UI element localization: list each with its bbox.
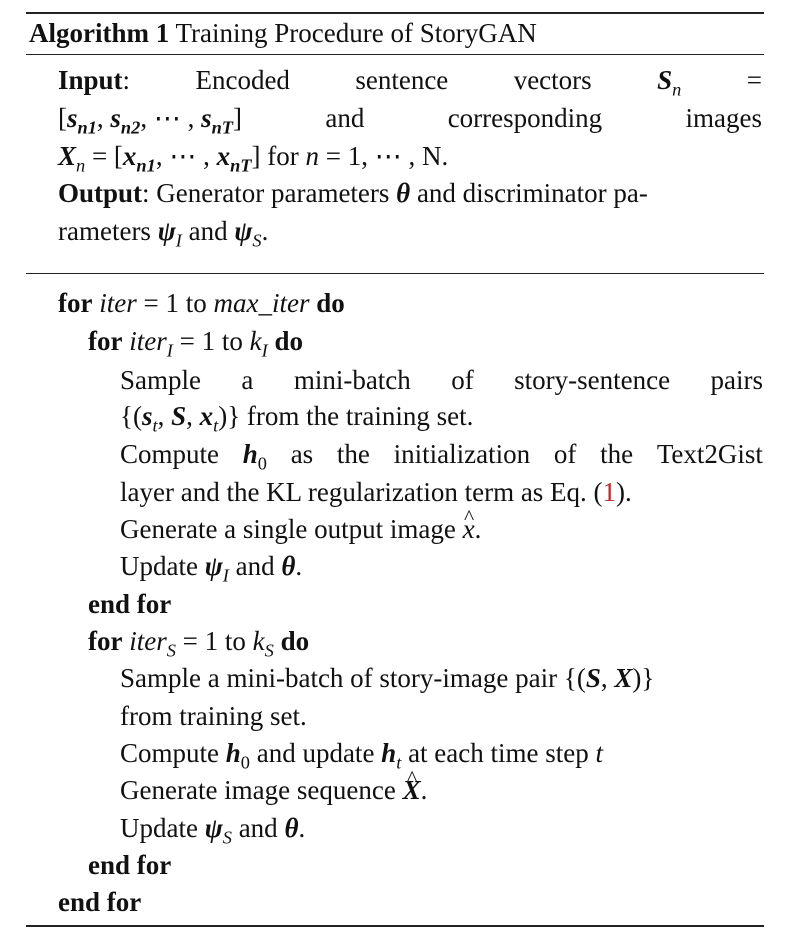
- outer-for-line: for iter = 1 to max_iter do: [58, 288, 345, 318]
- story-loop-end-for: end for: [88, 850, 172, 880]
- sentence-vector-list: [$s_{n1}$, $s_{n2}$, ⋯ , $s_{nT}$]: [58, 103, 243, 138]
- top-rule: [26, 12, 764, 14]
- loop1-compute-line-1: Compute $h_0$ as the initialization of the Text2Gist: [120, 439, 763, 474]
- input-label: Input: [58, 65, 123, 95]
- outer-loop-end-for: end for: [58, 887, 142, 917]
- loop1-generate-line: Generate a single output image ^ x.: [120, 511, 481, 547]
- loop2-update-line: Update $\psi_S$ and θ.: [120, 813, 306, 848]
- input-word: and: [325, 103, 365, 133]
- story-loop-for-line: for iter$_S$ = 1 to $k_S$ do: [88, 626, 310, 661]
- caption-rule: [26, 54, 764, 55]
- loop2-sample-line-2: from training set.: [120, 701, 307, 731]
- io-rule: [26, 273, 764, 274]
- input-line-3: $X_n = [x_{n1}$, ⋯ , $x_{nT}$] for n = 1, ⋯ , N.: [58, 141, 449, 176]
- image-loop-for-line: for iter$_I$ = 1 to $k_I$ do: [88, 326, 303, 361]
- bottom-rule: [26, 925, 764, 927]
- input-word: corresponding: [447, 103, 603, 133]
- sentence-vectors-symbol: $S_n$: [657, 65, 682, 100]
- input-word: Encoded: [195, 65, 290, 95]
- equals-sign: =: [746, 65, 762, 95]
- algorithm-label: Algorithm 1: [29, 18, 170, 48]
- input-line-1: Input: Encoded sentence vectors $S_n$ =: [58, 62, 762, 107]
- loop1-sample-line-2: {($s_t$, S, $x_t$)} from the training set.: [120, 401, 474, 436]
- image-loop-end-for: end for: [88, 589, 172, 619]
- algorithm-title: Training Procedure of StoryGAN: [175, 18, 537, 48]
- loop1-update-line: Update $\psi_I$ and θ.: [120, 551, 303, 586]
- loop2-generate-line: Generate image sequence ^ X.: [120, 772, 427, 808]
- loop1-sample-line-1: Sample a mini-batch of story-sentence pairs: [120, 365, 763, 395]
- algorithm-caption: [29, 15, 537, 51]
- loop2-compute-line: Compute $h_0$ and update $h_t$ at each time step t: [120, 738, 603, 773]
- input-word: sentence: [355, 65, 449, 95]
- output-line-2: rameters $\psi_I$ and $\psi_S$.: [58, 216, 269, 251]
- equation-reference-link[interactable]: 1: [602, 477, 617, 507]
- input-word: vectors: [513, 65, 592, 95]
- output-label: Output: [58, 178, 143, 208]
- output-line-1: Output: Generator parameters θ and discriminator pa-: [58, 178, 648, 208]
- loop2-sample-line-1: Sample a mini-batch of story-image pair {(S, X)}: [120, 663, 655, 693]
- loop1-compute-line-2: layer and the KL regularization term as Eq. (1).: [120, 477, 632, 507]
- theta-symbol: θ: [396, 178, 411, 208]
- input-word: images: [685, 103, 762, 133]
